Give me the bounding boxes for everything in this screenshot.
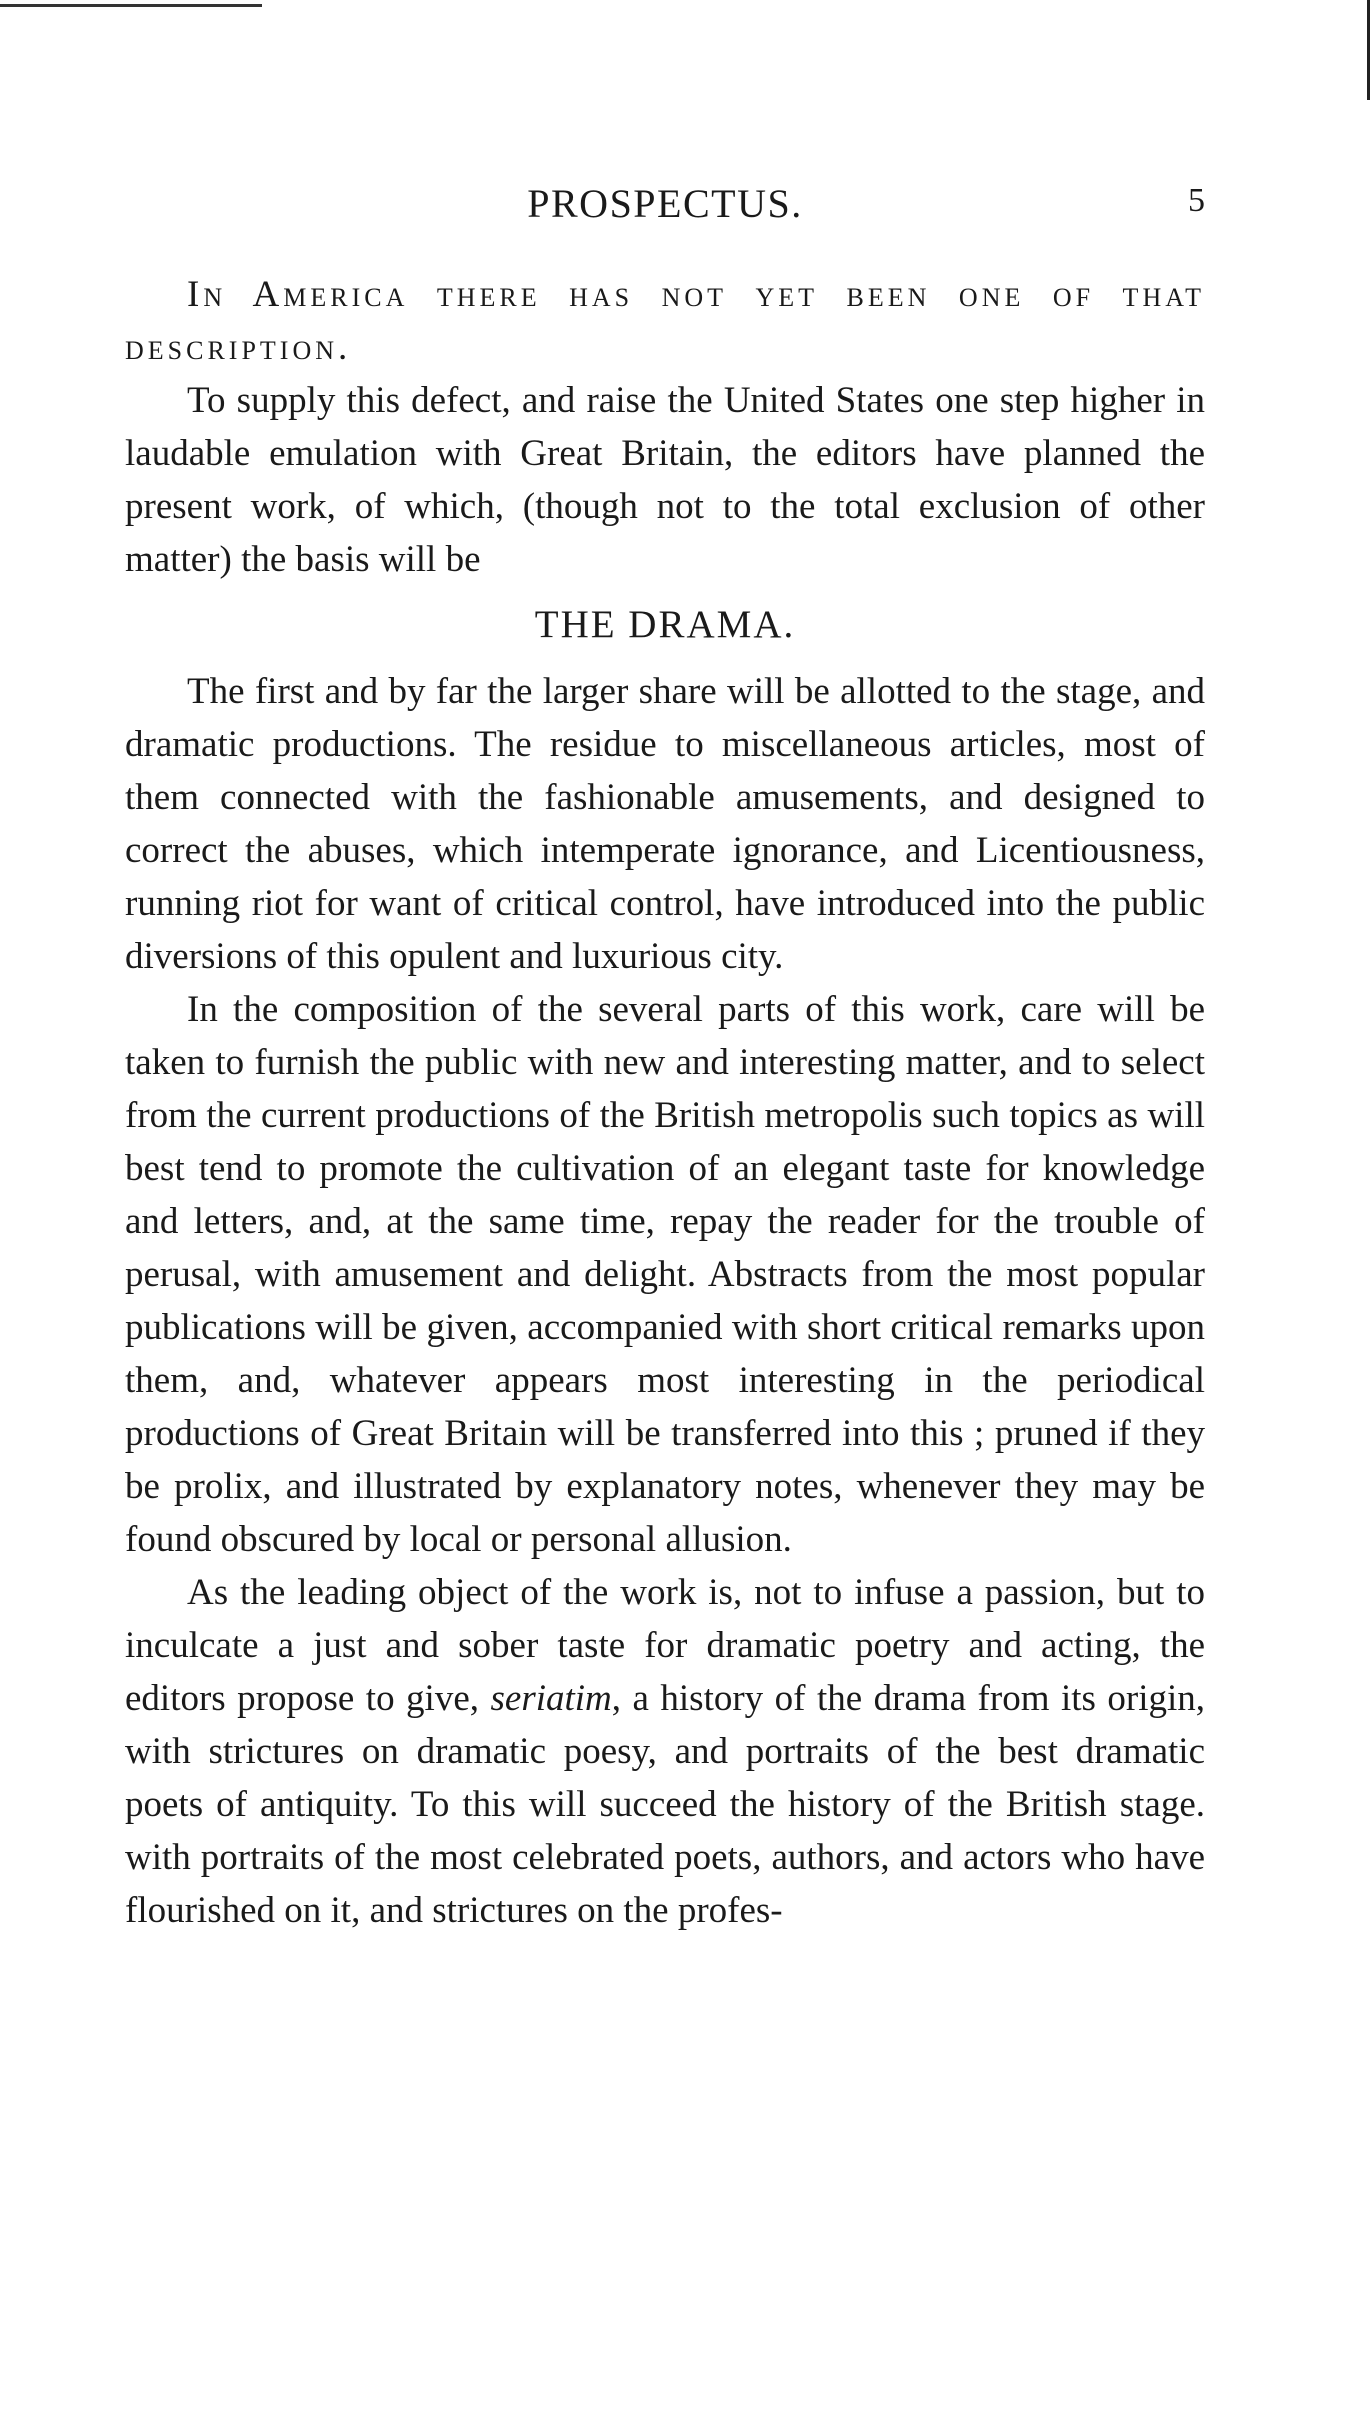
paragraph-1: To supply this defect, and raise the United States one step higher in laudable emulation with Great Britain, the editors have planned the present work, of which, (though not to the total exclusion of other matter) the basis will be xyxy=(125,380,1205,580)
running-head: PROSPECTUS. xyxy=(527,181,803,226)
paragraph-4 xyxy=(125,1566,1205,1937)
paragraph-2: The first and by far the larger share will be allotted to the stage, and dramatic productions. The residue to miscellaneous articles, most of them connected with the fashionable amusements, and designed to correct the abuses, which intemperate ignorance, and Licentiousness, running riot for want of critical control, have introduced into the public diversions of this opulent and luxurious city. xyxy=(125,671,1205,977)
paragraph-3: In the composition of the several parts of this work, care will be taken to furnish the public with new and interesting matter, and to select from the current productions of the British metropolis such topics as will best tend to promote the cultivation of an elegant taste for knowledge and letters, and, at the same time, repay the reader for the trouble of perusal, with amusement and delight. Abstracts from the most popular publications will be given, accompanied with short critical remarks upon them, and, whatever appears most interesting in the periodical productions of Great Britain will be transferred into this ; pruned if they be prolix, and illustrated by explanatory notes, whenever they may be found obscured by local or personal allusion. xyxy=(125,989,1205,1560)
italic-word: seriatim xyxy=(490,1678,612,1719)
page-edge-mark xyxy=(1367,0,1370,100)
paragraph-4-part-1: As the leading object of the work is, not to infuse a passion, but to inculcate a just and sober taste for dramatic poetry and acting, the editors propose to give, xyxy=(125,1572,1205,1719)
page-header xyxy=(125,180,1205,240)
intro-line: In America there has not yet been one of that description. xyxy=(125,274,1205,368)
section-heading: THE DRAMA. xyxy=(534,603,796,646)
page-number: 5 xyxy=(1188,182,1205,219)
top-rule xyxy=(0,4,262,7)
paragraph-4-part-2: , a history of the drama from its origin, with strictures on dramatic poesy, and portraits of the best dramatic poets of antiquity. To this will succeed the history of the British stage. with portraits of the most celebrated poets, authors, and actors who have flourished on it, and strictures on the profes- xyxy=(125,1678,1206,1931)
body-text xyxy=(125,268,1205,1937)
